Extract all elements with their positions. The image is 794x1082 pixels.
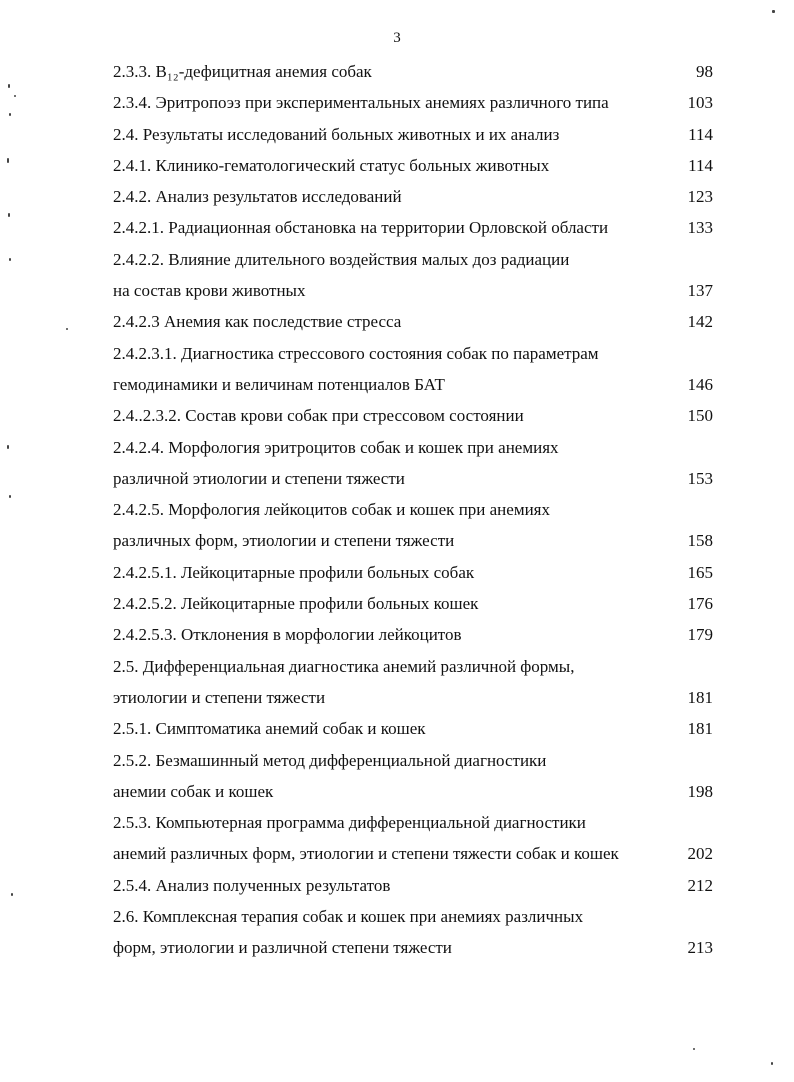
toc-entry: [113, 56, 713, 87]
toc-entry-title: анемий различных форм, этиологии и степени тяжести собак и кошек: [113, 844, 619, 864]
scan-speck: [14, 95, 16, 97]
toc-entry: [113, 619, 713, 650]
toc-entry-title: гемодинамики и величинам потенциалов БАТ: [113, 374, 445, 394]
toc-entry: [113, 870, 713, 901]
toc-entry-title: на состав крови животных: [113, 281, 306, 301]
toc-entry-title: 2.4..2.3.2. Состав крови собак при стрессовом состоянии: [113, 406, 524, 426]
toc-entry-page: 123: [687, 187, 713, 207]
scan-speck: [7, 158, 9, 163]
toc-entry: [113, 588, 713, 619]
toc-entry: [113, 150, 713, 181]
toc-entry: [113, 275, 713, 306]
toc-entry-title: 2.4.2.5.3. Отклонения в морфологии лейкоцитов: [113, 625, 462, 645]
toc-entry-title: 2.5.4. Анализ полученных результатов: [113, 875, 391, 895]
scan-speck: [8, 84, 10, 88]
toc-entry-title: 2.4.2. Анализ результатов исследований: [113, 187, 402, 207]
toc-entry-page: 114: [688, 124, 713, 144]
scan-speck: [771, 1062, 773, 1065]
toc-entry: [113, 745, 713, 776]
toc-entry-title: форм, этиологии и различной степени тяжести: [113, 938, 452, 958]
toc-entry-page: 133: [687, 218, 713, 238]
toc-entry-page: 146: [687, 374, 713, 394]
scan-speck: [8, 213, 10, 217]
toc-entry: [113, 807, 713, 838]
toc-entry-title: 2.5.1. Симптоматика анемий собак и кошек: [113, 719, 426, 739]
toc-entry-page: 213: [687, 938, 713, 958]
toc-entry-page: 212: [687, 875, 713, 895]
scan-speck: [11, 893, 13, 896]
scan-speck: [7, 445, 9, 449]
toc-entry-page: 103: [687, 93, 713, 113]
scan-speck: [66, 328, 68, 330]
toc-entry-title: 2.3.3. B₁₂-дефицитная анемия собак: [113, 62, 372, 81]
toc-entry: [113, 338, 713, 369]
toc-entry-page: 114: [688, 155, 713, 175]
toc-entry: [113, 932, 713, 963]
toc-entry: [113, 838, 713, 869]
toc-entry-page: 158: [687, 531, 713, 551]
toc-entry: [113, 306, 713, 337]
toc-entry-title: 2.3.4. Эритропоэз при экспериментальных анемиях различного типа: [113, 93, 609, 113]
toc-entry-title: 2.4.2.3.1. Диагностика стрессового состояния собак по параметрам: [113, 343, 599, 363]
toc-entry-title: этиологии и степени тяжести: [113, 687, 326, 707]
toc-entry-title: 2.4.2.3 Анемия как последствие стресса: [113, 312, 402, 332]
toc-entry: [113, 369, 713, 400]
scan-speck: [9, 495, 11, 498]
toc-entry-page: 176: [687, 594, 713, 614]
toc-entry-title: различной этиологии и степени тяжести: [113, 468, 405, 488]
toc-entry-title: 2.6. Комплексная терапия собак и кошек при анемиях различных: [113, 907, 584, 927]
toc-entry-title: 2.4.2.5.1. Лейкоцитарные профили больных собак: [113, 562, 475, 582]
toc-entry-page: 98: [696, 62, 713, 81]
scan-speck: [9, 258, 11, 261]
toc-entry: [113, 181, 713, 212]
toc-entry: [113, 901, 713, 932]
toc-entry-title: 2.5. Дифференциальная диагностика анемий различной формы,: [113, 656, 575, 676]
toc-entry: [113, 682, 713, 713]
scan-speck: [772, 10, 775, 13]
toc-entry-page: 202: [687, 844, 713, 864]
toc-entry: [113, 651, 713, 682]
toc-entry-page: 181: [687, 719, 713, 739]
toc-entry: [113, 713, 713, 744]
toc-entry-page: 181: [687, 687, 713, 707]
toc-entry: [113, 557, 713, 588]
toc-entry-page: 137: [687, 281, 713, 301]
toc-entry-title: 2.4.1. Клинико-гематологический статус больных животных: [113, 155, 550, 175]
toc-entry: [113, 432, 713, 463]
toc-entry-title: различных форм, этиологии и степени тяжести: [113, 531, 455, 551]
table-of-contents: [113, 56, 713, 964]
toc-entry-title: анемии собак и кошек: [113, 781, 274, 801]
toc-entry-title: 2.4.2.1. Радиационная обстановка на территории Орловской области: [113, 218, 609, 238]
scan-speck: [693, 1048, 695, 1050]
toc-entry-title: 2.4.2.4. Морфология эритроцитов собак и кошек при анемиях: [113, 437, 559, 457]
toc-entry: [113, 463, 713, 494]
toc-entry-title: 2.4.2.5.2. Лейкоцитарные профили больных кошек: [113, 594, 479, 614]
toc-entry: [113, 119, 713, 150]
toc-entry: [113, 776, 713, 807]
page-number: 3: [393, 30, 401, 46]
toc-entry-page: 142: [687, 312, 713, 332]
toc-entry-title: 2.4.2.2. Влияние длительного воздействия малых доз радиации: [113, 249, 570, 269]
toc-entry-page: 165: [687, 562, 713, 582]
toc-entry-title: 2.5.3. Компьютерная программа дифференциальной диагностики: [113, 813, 586, 833]
toc-entry-page: 198: [687, 781, 713, 801]
toc-entry: [113, 87, 713, 118]
toc-entry-page: 150: [687, 406, 713, 426]
toc-entry: [113, 400, 713, 431]
toc-entry-page: 179: [687, 625, 713, 645]
toc-entry-title: 2.5.2. Безмашинный метод дифференциальной диагностики: [113, 750, 547, 770]
scan-speck: [9, 113, 11, 116]
toc-entry: [113, 244, 713, 275]
toc-entry: [113, 212, 713, 243]
toc-entry: [113, 525, 713, 556]
toc-entry-title: 2.4. Результаты исследований больных животных и их анализ: [113, 124, 560, 144]
toc-entry-page: 153: [687, 468, 713, 488]
toc-entry: [113, 494, 713, 525]
toc-entry-title: 2.4.2.5. Морфология лейкоцитов собак и кошек при анемиях: [113, 500, 551, 520]
